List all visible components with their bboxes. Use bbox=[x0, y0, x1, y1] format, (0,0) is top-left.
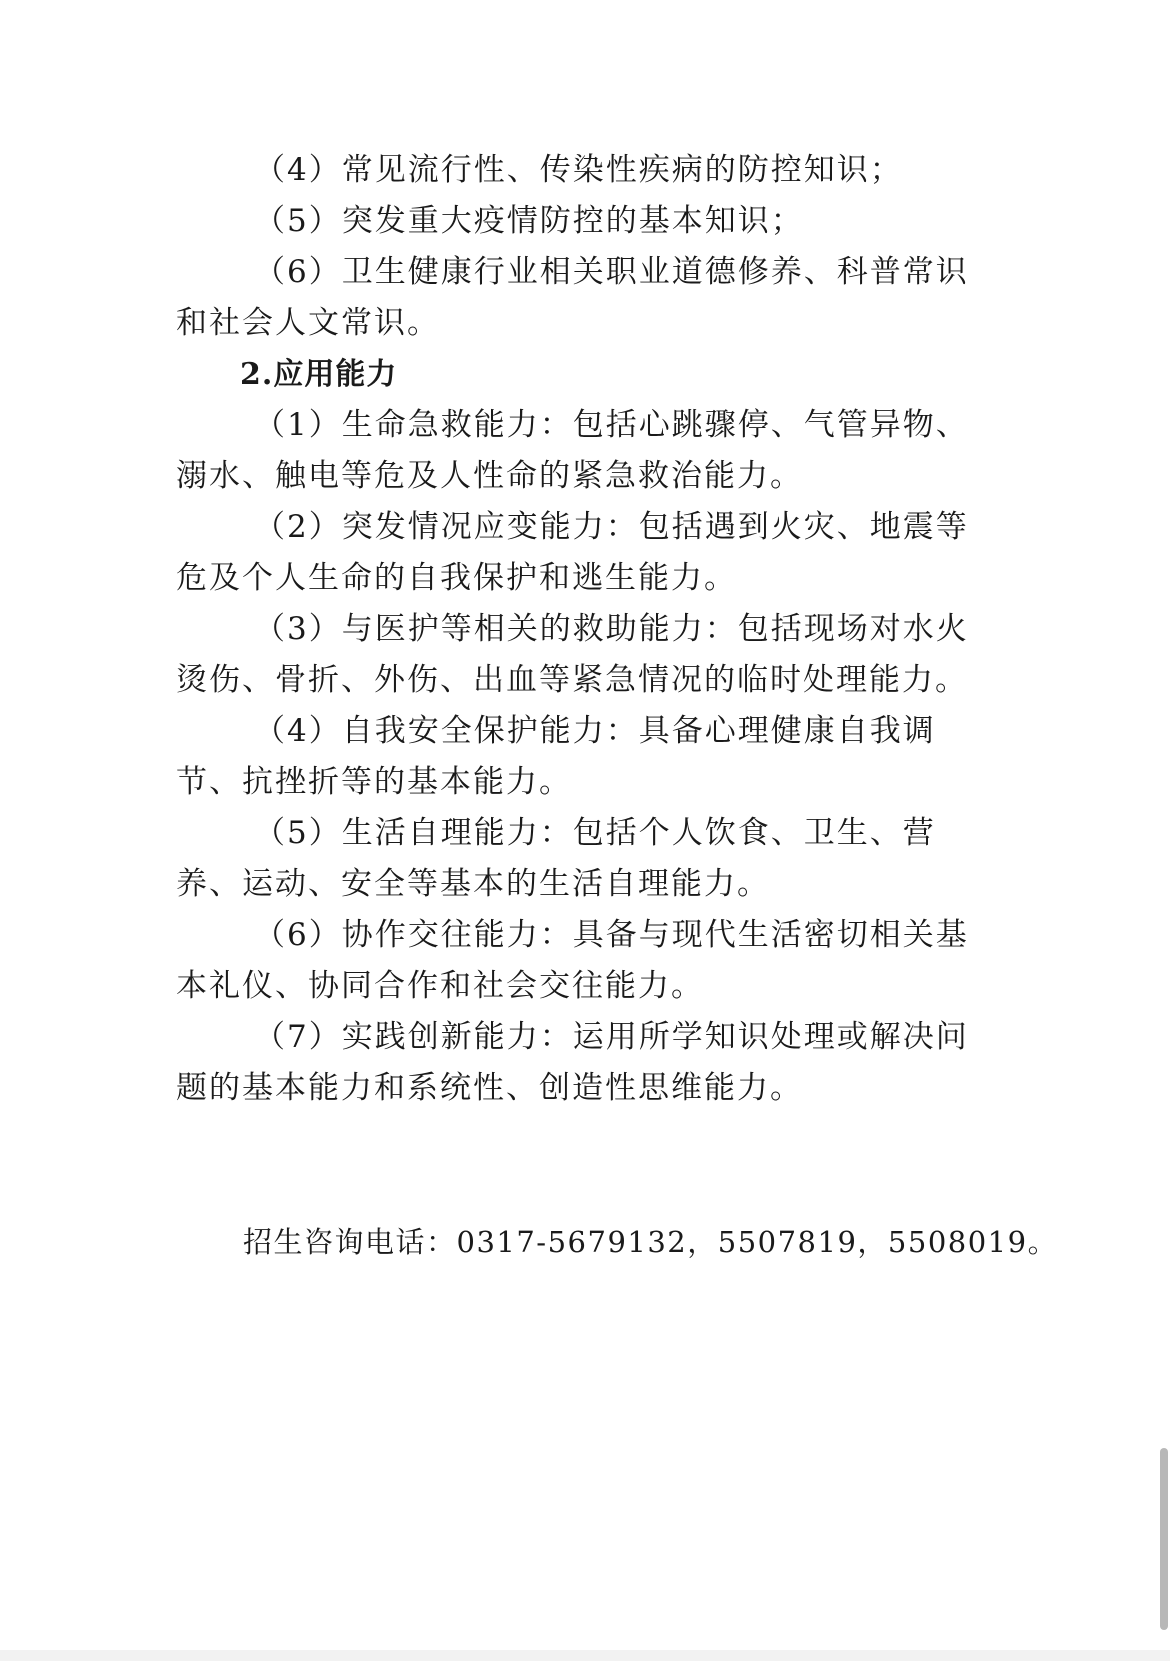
ability-item: （3）与医护等相关的救助能力：包括现场对水火烫伤、骨折、外伤、出血等紧急情况的临时处理能力。 bbox=[176, 611, 969, 698]
ability-item: （6）协作交往能力：具备与现代生活密切相关基本礼仪、协同合作和社会交往能力。 bbox=[176, 917, 969, 1004]
ability-item: （2）突发情况应变能力：包括遇到火灾、地震等危及个人生命的自我保护和逃生能力。 bbox=[176, 509, 969, 596]
knowledge-item: （6）卫生健康行业相关职业道德修养、科普常识和社会人文常识。 bbox=[176, 254, 969, 341]
section-heading: 2.应用能力 bbox=[240, 357, 398, 392]
knowledge-item: （5）突发重大疫情防控的基本知识； bbox=[254, 203, 804, 239]
vertical-scrollbar[interactable] bbox=[1156, 0, 1170, 1650]
ability-item: （7）实践创新能力：运用所学知识处理或解决问题的基本能力和系统性、创造性思维能力。 bbox=[176, 1019, 969, 1106]
ability-item: （5）生活自理能力：包括个人饮食、卫生、营养、运动、安全等基本的生活自理能力。 bbox=[176, 815, 936, 902]
ability-item: （1）生命急救能力：包括心跳骤停、气管异物、溺水、触电等危及人性命的紧急救治能力。 bbox=[176, 407, 969, 494]
knowledge-item: （4）常见流行性、传染性疾病的防控知识； bbox=[254, 152, 903, 188]
scrollbar-thumb[interactable] bbox=[1160, 1448, 1168, 1630]
ability-item: （4）自我安全保护能力：具备心理健康自我调节、抗挫折等的基本能力。 bbox=[176, 713, 936, 800]
admissions-contact: 招生咨询电话：0317-5679132，5507819，5508019。 bbox=[243, 1225, 1059, 1259]
